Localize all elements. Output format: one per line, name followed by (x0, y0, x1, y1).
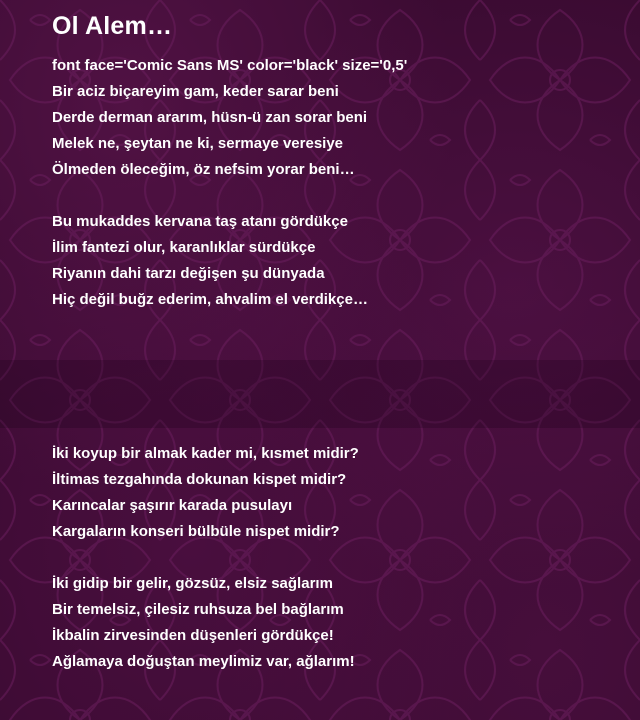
poem-line: İlim fantezi olur, karanlıklar sürdükçe (52, 239, 316, 256)
poem-line: Kargaların konseri bülbüle nispet midir? (52, 523, 340, 540)
poem-title: Ol Alem… (52, 12, 173, 40)
stanza-4 (52, 571, 622, 675)
poem-line: İkbalin zirvesinden düşenleri gördükçe! (52, 627, 334, 644)
poem-container (52, 10, 622, 675)
stanza-1 (52, 53, 622, 183)
poem-line: Ağlamaya doğuştan meylimiz var, ağlarım! (52, 653, 355, 670)
poem-line: Melek ne, şeytan ne ki, sermaye veresiye (52, 135, 344, 152)
poem-line: Bir aciz biçareyim gam, keder sarar beni (52, 83, 339, 100)
poem-line: Bu mukaddes kervana taş atanı gördükçe (52, 213, 348, 230)
poem-line: İki gidip bir gelir, gözsüz, elsiz sağlarım (52, 575, 333, 592)
poem-line: İki koyup bir almak kader mi, kısmet midir? (52, 445, 359, 462)
poem-line: İltimas tezgahında dokunan kispet midir? (52, 471, 347, 488)
poem-line: Bir temelsiz, çilesiz ruhsuza bel bağlarım (52, 601, 344, 618)
poem-line: Hiç değil buğz ederim, ahvalim el verdikçe… (52, 291, 368, 308)
poem-line: Karıncalar şaşırır karada pusulayı (52, 497, 293, 514)
stanza-2 (52, 209, 622, 313)
stanza-3 (52, 441, 622, 545)
poem-line: Ölmeden öleceğim, öz nefsim yorar beni… (52, 161, 355, 178)
poem-line: font face='Comic Sans MS' color='black' size='0,5' (52, 57, 408, 74)
poem-line: Derde derman ararım, hüsn-ü zan sorar beni (52, 109, 368, 126)
poem-line: Riyanın dahi tarzı değişen şu dünyada (52, 265, 325, 282)
